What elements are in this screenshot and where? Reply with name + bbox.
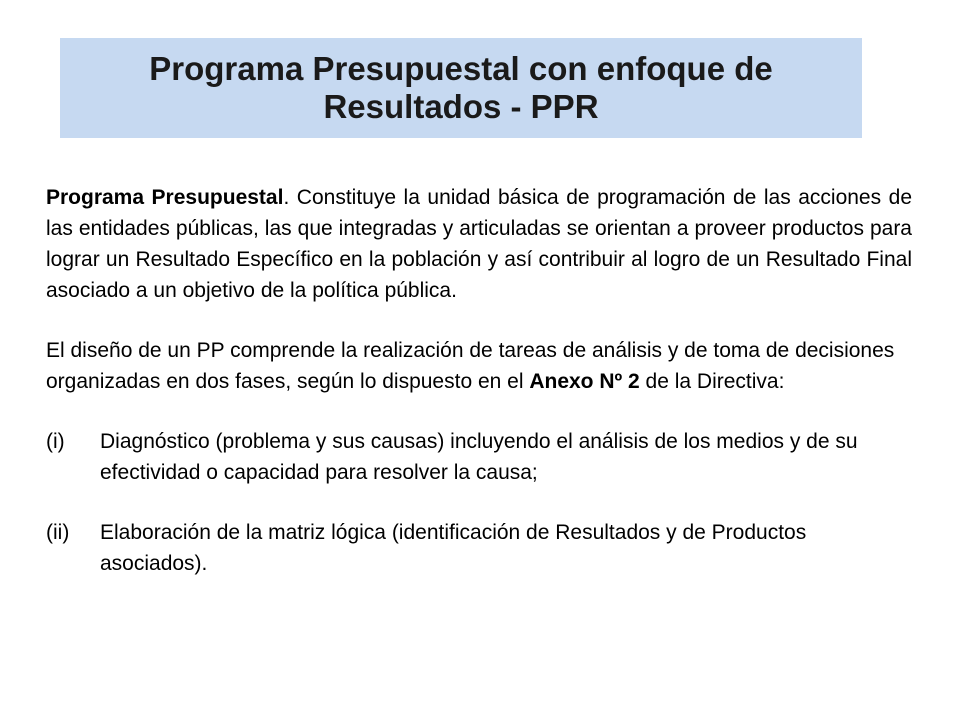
slide-body (46, 182, 912, 579)
definition-paragraph (46, 182, 912, 306)
phase-item (46, 426, 912, 488)
phase-marker: (i) (46, 430, 65, 453)
phase-item (46, 517, 912, 579)
design-text-before: El diseño de un PP comprende la realización de tareas de análisis y de toma de decisiones organizadas en dos fases, según lo dispuesto en el (46, 339, 895, 393)
slide-title: Programa Presupuestal con enfoque de Resultados - PPR (149, 50, 773, 125)
design-paragraph (46, 335, 912, 397)
phase-text: Diagnóstico (problema y sus causas) incluyendo el análisis de los medios y de su efectividad o capacidad para resolver la causa; (100, 430, 858, 484)
spacer (46, 488, 912, 517)
annex-reference: Anexo Nº 2 (529, 370, 640, 393)
definition-text: . Constituye la unidad básica de programación de las acciones de las entidades públicas, las que integradas y articuladas se orientan a proveer productos para lograr un Resultado Específico en la población y así contribuir al logro de un Resultado Final asociado a un objetivo de la política pública. (46, 186, 912, 302)
title-banner (60, 38, 862, 138)
spacer (46, 306, 912, 335)
spacer (46, 397, 912, 426)
phase-text: Elaboración de la matriz lógica (identificación de Resultados y de Productos asociados). (100, 521, 807, 575)
definition-term: Programa Presupuestal (46, 186, 284, 209)
design-text-after: de la Directiva: (639, 370, 785, 393)
phase-marker: (ii) (46, 521, 70, 544)
